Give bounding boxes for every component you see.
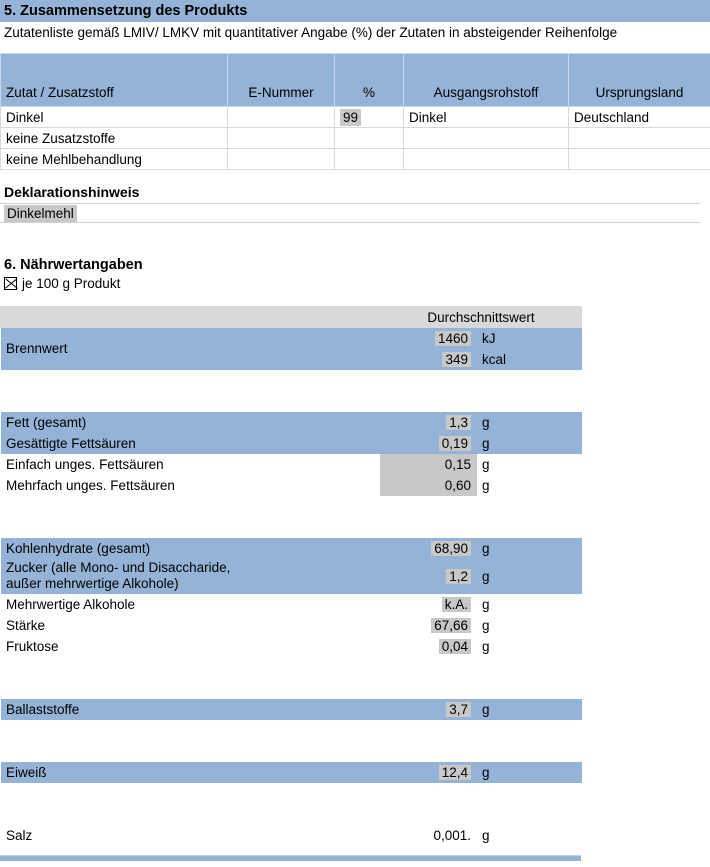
row-zucker[interactable] [1, 559, 582, 594]
value-mehrwertige-alkohole-text: k.A. [442, 597, 471, 612]
spacer-row [1, 496, 582, 517]
cell-zutat[interactable]: keine Mehlbehandlung [1, 149, 228, 170]
gap-cell [373, 636, 381, 657]
unit-zucker: g [477, 559, 582, 594]
table-row[interactable] [1, 149, 710, 170]
nutrition-table [0, 306, 582, 846]
gap-cell [373, 475, 381, 496]
row-mehrfach-unges[interactable] [1, 475, 582, 496]
value-brennwert-kj[interactable] [381, 328, 477, 349]
cell-enummer[interactable] [228, 107, 335, 128]
label-brennwert: Brennwert [1, 328, 373, 370]
value-einfach-unges[interactable]: 0,15 [381, 454, 477, 475]
spacer-row [1, 720, 582, 741]
cell-zutat[interactable]: keine Zusatzstoffe [1, 128, 228, 149]
cell-enummer[interactable] [228, 149, 335, 170]
value-ballaststoffe[interactable] [381, 699, 477, 720]
col-header-rohstoff: Ausgangsrohstoff [404, 54, 569, 107]
cell-land[interactable] [569, 149, 710, 170]
row-eiweiss[interactable] [1, 762, 582, 783]
cell-zutat[interactable]: Dinkel [1, 107, 228, 128]
value-kohlenhydrate[interactable] [381, 538, 477, 559]
table-row[interactable] [1, 107, 710, 128]
col-header-prozent: % [335, 54, 404, 107]
unit-ballaststoffe: g [477, 699, 582, 720]
value-kohlenhydrate-text: 68,90 [431, 541, 471, 556]
row-gesaettigte[interactable] [1, 433, 582, 454]
row-salz[interactable] [1, 825, 582, 846]
cell-rohstoff[interactable]: Dinkel [404, 107, 569, 128]
section-5-title: 5. Zusammensetzung des Produkts [0, 0, 710, 22]
value-brennwert-kcal[interactable] [381, 349, 477, 370]
gap-cell [373, 349, 381, 370]
unit-einfach-unges: g [477, 454, 582, 475]
value-fruktose[interactable] [381, 636, 477, 657]
nutrition-header-row [1, 307, 582, 328]
unit-mehrwertige-alkohole: g [477, 594, 582, 615]
row-kohlenhydrate[interactable] [1, 538, 582, 559]
value-ballaststoffe-text: 3,7 [446, 702, 471, 717]
ingredients-table-wrap [0, 53, 710, 170]
label-zucker-line1: Zucker (alle Mono- und Disaccharide, [6, 560, 231, 575]
cell-prozent-value: 99 [340, 109, 361, 126]
label-staerke: Stärke [1, 615, 373, 636]
row-ballaststoffe[interactable] [1, 699, 582, 720]
row-fruktose[interactable] [1, 636, 582, 657]
cell-rohstoff[interactable] [404, 149, 569, 170]
value-brennwert-kj-text: 1460 [435, 331, 471, 346]
label-fruktose: Fruktose [1, 636, 373, 657]
value-gesaettigte[interactable] [381, 433, 477, 454]
col-header-zutat: Zutat / Zusatzstoff [1, 54, 228, 107]
value-zucker-text: 1,2 [446, 569, 471, 584]
cell-prozent[interactable] [335, 128, 404, 149]
value-mehrfach-unges[interactable]: 0,60 [381, 475, 477, 496]
unit-salz: g [477, 825, 582, 846]
row-staerke[interactable] [1, 615, 582, 636]
unit-staerke: g [477, 615, 582, 636]
row-brennwert-kj[interactable] [1, 328, 582, 349]
ingredients-table [0, 53, 710, 170]
next-row-partial [0, 855, 581, 861]
gap-cell [373, 699, 381, 720]
unit-brennwert-kcal: kcal [477, 349, 582, 370]
gap-cell [373, 559, 381, 594]
label-fett: Fett (gesamt) [1, 412, 373, 433]
value-mehrwertige-alkohole[interactable] [381, 594, 477, 615]
row-mehrwertige-alkohole[interactable] [1, 594, 582, 615]
spacer-row [1, 657, 582, 678]
label-ballaststoffe: Ballaststoffe [1, 699, 373, 720]
spacer-row [1, 783, 582, 804]
label-eiweiss: Eiweiß [1, 762, 373, 783]
cell-prozent[interactable] [335, 149, 404, 170]
spacer-row [1, 517, 582, 538]
spacer-row [1, 804, 582, 825]
unit-mehrfach-unges: g [477, 475, 582, 496]
col-header-enummer: E-Nummer [228, 54, 335, 107]
gap-cell [373, 538, 381, 559]
label-einfach-unges: Einfach unges. Fettsäuren [1, 454, 373, 475]
value-staerke-text: 67,66 [431, 618, 471, 633]
nutrition-column-header: Durchschnittswert [381, 307, 582, 328]
label-mehrfach-unges: Mehrfach unges. Fettsäuren [1, 475, 373, 496]
value-eiweiss[interactable] [381, 762, 477, 783]
unit-kohlenhydrate: g [477, 538, 582, 559]
unit-brennwert-kj: kJ [477, 328, 582, 349]
row-einfach-unges[interactable] [1, 454, 582, 475]
deklarationshinweis-field[interactable] [0, 203, 700, 223]
value-salz[interactable]: 0,001. [381, 825, 477, 846]
spacer-row [1, 391, 582, 412]
cell-land[interactable]: Deutschland [569, 107, 710, 128]
deklarationshinweis-title: Deklarationshinweis [4, 184, 140, 200]
gap-cell [373, 615, 381, 636]
section-6-title: 6. Nährwertangaben [4, 257, 143, 273]
basis-label: je 100 g Produkt [22, 276, 121, 291]
value-fruktose-text: 0,04 [439, 639, 471, 654]
gap-cell [373, 328, 381, 349]
cell-rohstoff[interactable] [404, 128, 569, 149]
gap-cell [373, 825, 381, 846]
deklarationshinweis-value: Dinkelmehl [4, 205, 77, 222]
label-kohlenhydrate: Kohlenhydrate (gesamt) [1, 538, 373, 559]
gap-cell [373, 433, 381, 454]
spacer-row [1, 370, 582, 391]
basis-checkbox-row[interactable] [0, 275, 710, 292]
nutrition-header-gap [373, 307, 381, 328]
nutrition-header-blank [1, 307, 373, 328]
spacer-row [1, 678, 582, 699]
unit-fett: g [477, 412, 582, 433]
unit-gesaettigte: g [477, 433, 582, 454]
checked-checkbox-icon[interactable] [4, 277, 17, 290]
section-5-subtitle: Zutatenliste gemäß LMIV/ LMKV mit quantitativer Angabe (%) der Zutaten in absteigender Reihenfolge [4, 25, 618, 40]
table-row[interactable] [1, 128, 710, 149]
cell-enummer[interactable] [228, 128, 335, 149]
value-zucker[interactable] [381, 559, 477, 594]
gap-cell [373, 594, 381, 615]
value-brennwert-kcal-text: 349 [442, 352, 471, 367]
row-fett[interactable] [1, 412, 582, 433]
value-staerke[interactable] [381, 615, 477, 636]
label-salz: Salz [1, 825, 373, 846]
cell-prozent[interactable] [335, 107, 404, 128]
value-gesaettigte-text: 0,19 [439, 436, 471, 451]
gap-cell [373, 454, 381, 475]
label-zucker [1, 559, 373, 594]
col-header-land: Ursprungsland [569, 54, 710, 107]
nutrition-table-wrap [0, 306, 581, 861]
spacer-row [1, 741, 582, 762]
gap-cell [373, 762, 381, 783]
label-mehrwertige-alkohole: Mehrwertige Alkohole [1, 594, 373, 615]
value-fett[interactable] [381, 412, 477, 433]
cell-land[interactable] [569, 128, 710, 149]
value-fett-text: 1,3 [446, 415, 471, 430]
label-gesaettigte: Gesättigte Fettsäuren [1, 433, 373, 454]
label-zucker-line2: außer mehrwertige Alkohole) [6, 576, 179, 591]
value-eiweiss-text: 12,4 [439, 765, 471, 780]
unit-eiweiss: g [477, 762, 582, 783]
unit-fruktose: g [477, 636, 582, 657]
gap-cell [373, 412, 381, 433]
ingredients-header-row [1, 54, 710, 107]
